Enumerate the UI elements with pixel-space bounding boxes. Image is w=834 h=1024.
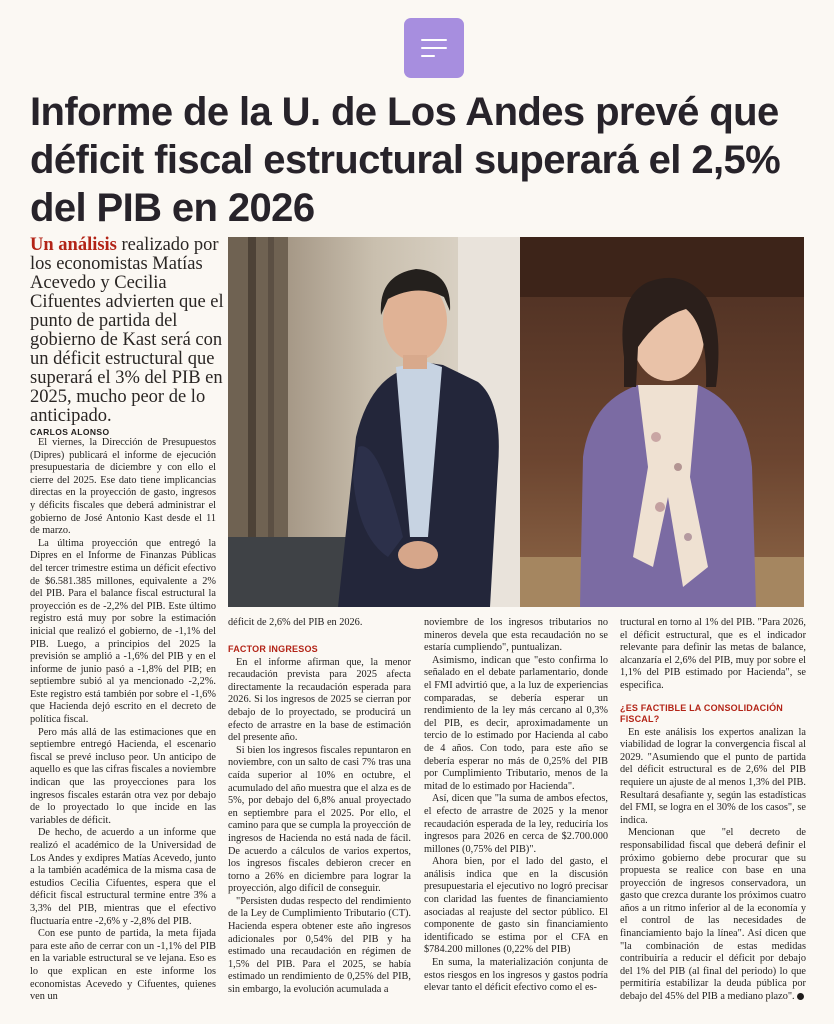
man-in-suit-photo <box>228 237 520 607</box>
body-paragraph: De hecho, de acuerdo a un informe que realizó el académico de la Universidad de Los Andes y exdipres Matías Acevedo, junto a la también académica de la misma casa de estudios Cecilia Cifuentes, espera que el déficit fiscal estructural termine entre 3% a 3,3% del PIB, mientras que el efectivo fluctuaría entre -2,6% y -2,8% del PIB. <box>30 827 216 927</box>
section-subhead: ¿ES FACTIBLE LA CONSOLIDACIÓN FISCAL? <box>620 702 783 724</box>
body-paragraph: Asimismo, indican que "esto confirma lo señalado en el debate parlamentario, donde el FMI advirtió que, a la luz de experiencias comparadas, se debería esperar un rendimiento de la ley más cercano al 0,3% del PIB, es decir, aproximadamente un tercio de lo estimado por Hacienda al cabo de 4 años. Con todo, para este año se debería esperar no más de 0,25% del PIB por Cumplimiento Tributario, menos de la mitad de lo estimado por Hacienda". <box>424 654 608 792</box>
body-paragraph: En este análisis los expertos analizan la viabilidad de lograr la convergencia fiscal al 2029. "Asumiendo que el punto de partida del déficit estructural es de 2,6% del PIB requiere un ajuste de al menos 1,3% del PIB. Resultará desafiante y, según las estadísticas del FMI, se logra en el 30% de los casos", se indica. <box>620 726 806 826</box>
body-column-3 <box>424 617 608 995</box>
menu-button[interactable] <box>404 18 464 78</box>
body-column-2 <box>228 617 411 997</box>
article-photo <box>228 237 804 607</box>
body-paragraph: La última proyección que entregó la Dipres en el Informe de Finanzas Públicas del tercer trimestre estima un déficit efectivo de $6.581.385 millones, equivalente a 2% del PIB. Para el balance fiscal estructural la proyección es de -2,2% del PIB. Este último registro está muy por sobre la estimación inicial que realizó el gobierno, de -1,1% del PIB. Luego, a principios del 2025 la previsión se amplió a -1,6% del PIB y en el informe de junio pasó a -1,8% del PIB; en septiembre subió al ya mencionado -2,2%. Este registro está también por sobre el -1,6% que Hacienda dejó escrito en el decreto de política fiscal. <box>30 537 216 726</box>
woman-with-scarf-photo <box>520 237 804 607</box>
lead-text: realizado por los economistas Matías Acevedo y Cecilia Cifuentes advierten que el punto de partida del gobierno de Kast será con un déficit estructural que superará el 3% del PIB en 2025, mucho peor de lo anticipado. <box>30 235 224 426</box>
body-paragraph: tructural en torno al 1% del PIB. "Para 2026, el déficit estructural, que es el indicador relevante para definir las metas de balance, alcanzaría el 2,6% del PIB, muy por sobre el 1,1% del PIB estimado por Hacienda", se especifica. <box>620 617 806 691</box>
body-column-4 <box>620 617 806 1004</box>
body-paragraph <box>620 827 806 1003</box>
body-paragraph: Con ese punto de partida, la meta fijada para este año de cerrar con un -1,1% del PIB en la variable estructural se ve lejana. Eso es lo que explican en este informe los economistas Acevedo y Cifuentes, quienes ven un <box>30 928 216 1003</box>
menu-line <box>421 39 447 41</box>
body-paragraph: noviembre de los ingresos tributarios no mineros devela que esta recaudación no se estaría cumpliendo", puntualizan. <box>424 617 608 654</box>
body-paragraph: Si bien los ingresos fiscales repuntaron en noviembre, con un salto de casi 7% tras una caída superior al 10% en octubre, el acumulado del año muestra que el alza es de 5%, por debajo del 6,8% anual proyectado en septiembre para el 2025. Por ello, el camino para que se cumpla la proyección de ingresos de Hacienda no está nada de fácil. De acuerdo a cálculos de varios expertos, los ingresos fiscales debieron crecer en torno a 26% en diciembre para lograr la proyección, algo difícil de conseguir. <box>228 744 411 895</box>
body-paragraph: En suma, la materialización conjunta de estos riesgos en los ingresos y gastos podría elevar tanto el déficit efectivo como el es- <box>424 957 608 994</box>
lead-paragraph <box>30 236 225 426</box>
body-paragraph: déficit de 2,6% del PIB en 2026. <box>228 617 363 628</box>
menu-line <box>421 55 435 57</box>
section-subhead: FACTOR INGRESOS <box>228 643 318 654</box>
headline: Informe de la U. de Los Andes prevé que déficit fiscal estructural superará el 2,5% del PIB en 2026 <box>30 90 781 230</box>
body-paragraph: El viernes, la Dirección de Presupuestos (Dipres) publicará el informe de ejecución presupuestaria de diciembre y con ello el cierre del 2025. Ese dato tiene implicancias directas en la proyección de gasto, ingresos y déficits fiscales que deberá administrar el gobierno de José Antonio Kast desde el 11 de marzo. <box>30 437 216 537</box>
lead-kicker: Un análisis <box>30 235 117 255</box>
body-paragraph: Pero más allá de las estimaciones que en septiembre entregó Hacienda, el escenario fiscal se prevé incluso peor. Un anticipo de aquello es que las cifras fiscales a noviembre indican que las proyecciones para los ingresos fiscales estarán otra vez por debajo de lo proyectado lo que incide en las variables de déficit. <box>30 726 216 826</box>
body-paragraph: Ahora bien, por el lado del gasto, el análisis indica que en la discusión presupuestaria el ejecutivo no logró precisar con claridad las fuentes de financiamiento asociadas al reajuste del sector público. El componente de gasto sin financiamiento identificado se estima por el CFA en $784.200 millones (0,22% del PIB) <box>424 856 608 956</box>
body-paragraph: "Persisten dudas respecto del rendimiento de la Ley de Cumplimiento Tributario (CT). Hacienda espera obtener este año ingresos adicionales por 0,54% del PIB y ha estimado una recaudación en régimen de 1,5% del PIB. Para el 2025, se había estimado un rendimiento de 0,25% del PIB, sin embargo, la evolución acumulada a <box>228 895 411 996</box>
body-column-1 <box>30 437 216 1004</box>
body-paragraph: Así, dicen que "la suma de ambos efectos, el efecto de arrastre de 2025 y la menor recaudación esperada de la ley, reduciría los ingresos para 2026 en cerca de $2.700.000 millones (0,75% del PIB)". <box>424 793 608 855</box>
body-paragraph: En el informe afirman que, la menor recaudación prevista para 2025 afecta directamente la recaudación esperada para 2026. Si los ingresos de 2025 se cierran por debajo de lo proyectado, se producirá un efecto de arrastre en la base de estimación del presente año. <box>228 656 411 744</box>
menu-line <box>421 47 447 49</box>
end-mark-icon <box>797 993 804 1000</box>
body-paragraph-text: Mencionan que "el decreto de responsabilidad fiscal que deberá definir el próximo gobierno debe procurar que su propuesta se realice con base en una proyección de ingresos conservadora, un gasto que crezca durante los próximos cuatro años a un ritmo inferior al de la economía y el control de las necesidades de financiamiento bajo la línea". Así dicen que "la combinación de estas medidas contribuiría a reducir el déficit por debajo del 1% del PIB (al final del periodo) lo que permitiría estabilizar la deuda pública por debajo del 45% del PIB a mediano plazo". <box>620 827 806 1003</box>
byline: CARLOS ALONSO <box>30 427 110 437</box>
